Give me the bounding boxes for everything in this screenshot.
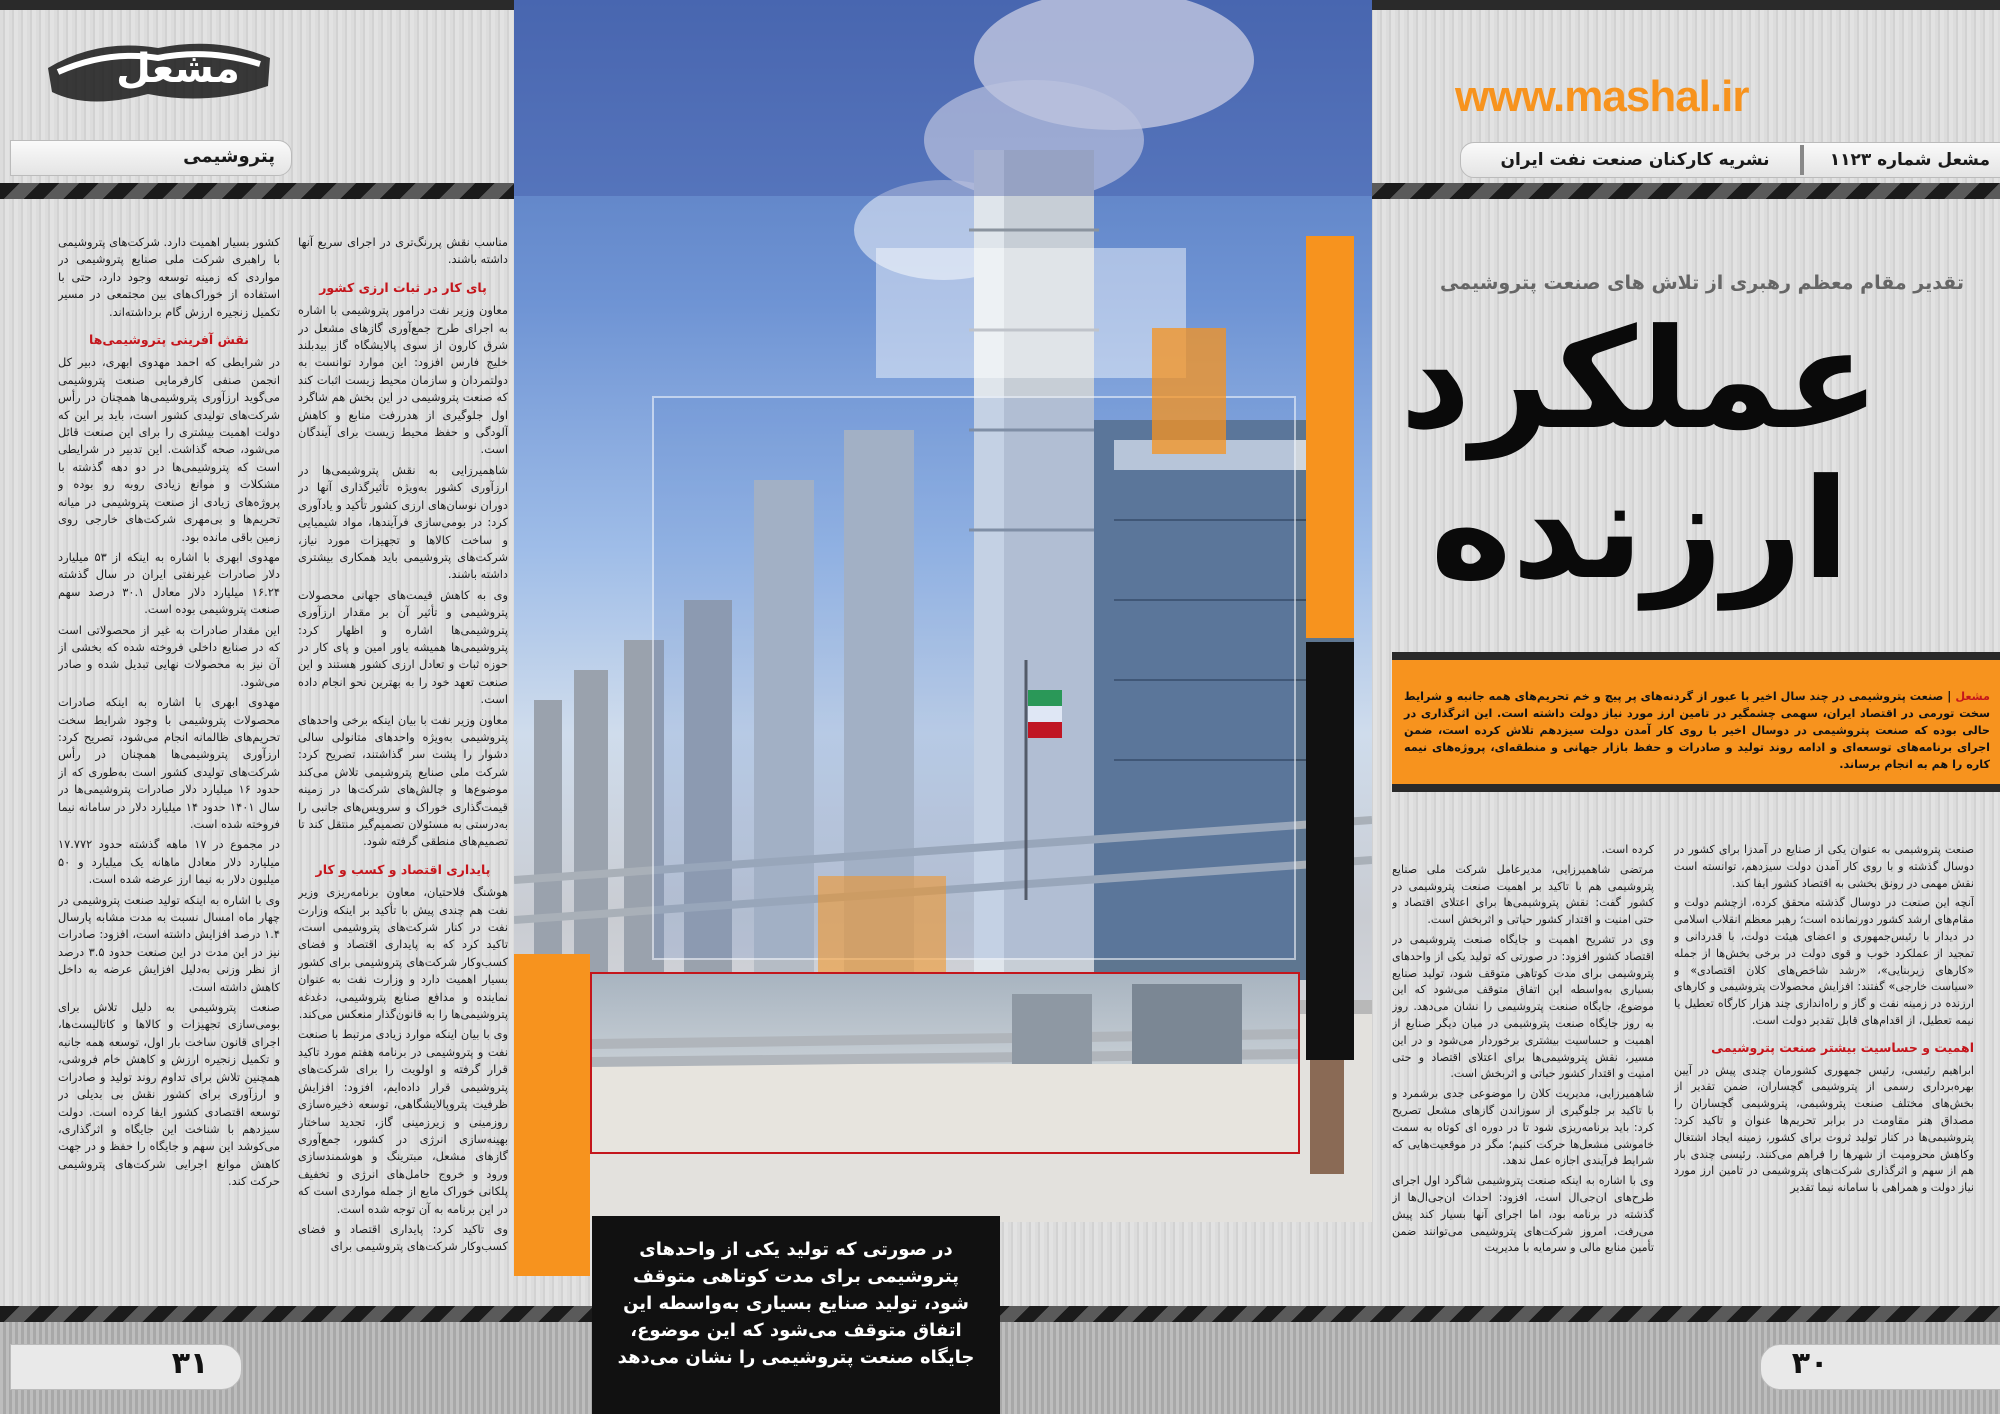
paragraph: وی به کاهش قیمت‌های جهانی محصولات پتروشیمی و تأثیر آن بر مقدار ارزآوری پتروشیمی‌ها اشاره و اظهار کرد: پتروشیمی‌ها همیشه یاور امین و پای کار در حوزه ثبات و تعادل ارزی کشور هستند و این صنعت تعهد خود را به بهترین نحو انجام داده است. (298, 587, 508, 707)
paragraph: وی تاکید کرد: پایداری اقتصاد و فضای کسب‌وکار شرکت‌های پتروشیمی برای (298, 1221, 508, 1254)
inset-photo (590, 972, 1300, 1154)
paragraph: در مجموع در ۱۷ ماهه گذشته حدود ۱۷.۷۷۲ میلیارد دلار معادل ماهانه یک میلیارد و ۵۰ میلیون دلار به نیما ارز عرضه شده است. (58, 837, 280, 887)
paragraph: مناسب نقش پررنگ‌تری در اجرای سریع آنها داشته باشند. (298, 235, 508, 267)
paragraph: کرده است. (1601, 843, 1654, 856)
subheading: پایداری اقتصاد و کسب و کار (315, 861, 491, 877)
paragraph: وی با بیان اینکه موارد زیادی مرتبط با صنعت نفت و پتروشیمی در برنامه هفتم مورد تاکید قرار گرفته و اولویت را برای شرکت‌های پتروشیمی قرار داده‌ایم، افزود: افزایش ظرفیت پتروپالایشگاهی، توسعه ذخیره‌سازی روزمینی و زیرزمینی گاز، تجدید ساختار بهینه‌سازی انرژی در کشور، جمع‌آوری گازهای مشعل، مبترینگ و هوشمندسازی ورود و خروج حامل‌های انرژی و تخفیف پلکانی خوراک مایع از جمله مواردی است که در این برنامه به آن توجه شده است. (298, 1027, 508, 1216)
lead-box-top-bar (1392, 652, 2000, 660)
paragraph: مهدوی ابهری با اشاره به اینکه از ۵۳ میلیارد دلار صادرات غیرنفتی ایران در سال گذشته ۱۶.۲۴ میلیارد دلار معادل ۳۰.۱ درصد سهم صنعت پتروشیمی بوده است. (58, 549, 280, 617)
lead-text (1404, 688, 1990, 773)
footer-divider-stripe (0, 1306, 2000, 1322)
paragraph: صنعت پتروشیمی به دلیل تلاش برای بومی‌سازی تجهیزات و کالاها و کاتالیست‌ها، اجرای قانون ساخت بار اول، توسعه همه جانبه و تکمیل زنجیره ارزش و کاهش خام فروشی، همچنین تلاش برای تداوم روند تولید و صادرات و ارزآوری برای کشور نقش بی بدیلی در توسعه اقتصادی کشور ایفا کرده است. دولت سیزدهم با شناخت این جایگاه و اثرگذاری، می‌کوشد این سهم و جایگاه را حفظ و در جهت کاهش موانع اجرایی شرکت‌های پتروشیمی حرکت کند. (58, 1000, 280, 1189)
footer-band (0, 1322, 2000, 1414)
subheading: اهمیت و حساسیت بیشتر صنعت پتروشیمی (1711, 1039, 1974, 1055)
paragraph: در شرایطی که احمد مهدوی ابهری، دبیر کل انجمن صنفی کارفرمایی صنعت پتروشیمی می‌گوید ارزآوری پتروشیمی‌ها همچنان در رأس شرکت‌های تولیدی کشور است، باید بر این که دولت اهمیت بیشتری را برای این صنعت قائل می‌شود، صحه گذاشت. این تدبیر در شرایطی است که پتروشیمی‌ها در دو دهه گذشته با مشکلات و موانع زیادی روبه رو بوده و پروژه‌های زیادی از صنعت پتروشیمی در میانه تحریم‌ها و بی‌مهری شرکت‌های خارجی روی زمین باقی مانده بود. (58, 355, 280, 544)
quote-text: در صورتی که تولید یکی از واحدهای پتروشیمی برای مدت کوتاهی متوقف شود، تولید صنایع بسیاری به‌واسطه این اتفاق متوقف می‌شود که این موضوع، جایگاه صنعت پتروشیمی را نشان می‌دهد (617, 1239, 975, 1368)
logo (38, 28, 278, 110)
accent-bar-black (1306, 642, 1354, 1060)
paragraph: کشور بسیار اهمیت دارد. شرکت‌های پتروشیمی با راهبری شرکت ملی صنایع پتروشیمی در مواردی که زمینه توسعه وجود دارد، حتی با استفاده از خوراک‌های بین مجتمعی در مسیر تکمیل زنجیره ارزش گام برداشته‌اند. (58, 235, 280, 319)
page-number-left: ۳۱ (171, 1346, 209, 1381)
overlay-box-blue (514, 0, 1372, 196)
right-page-column-2 (1392, 842, 1654, 1292)
section-label: پتروشیمی (183, 146, 275, 167)
paragraph: وی با اشاره به اینکه صنعت پتروشیمی شاگرد اول اجرای طرح‌های ان‌جی‌ال است، افزود: احداث ان‌جی‌ال‌ها از گذشته در برنامه بود، اما اجرای آنها بسیار کند پیش می‌رفت. امروز شرکت‌های پتروشیمی می‌توانند ضمن تأمین منابع مالی و سرمایه با مدیریت (1392, 1174, 1654, 1255)
inset-plant-illustration (592, 974, 1298, 1152)
lead-box-bottom-bar (1392, 784, 2000, 792)
lead-separator: | (1943, 690, 1952, 703)
subheading: نقش آفرینی پتروشیمی‌ها (89, 332, 249, 348)
header-separator (1800, 145, 1804, 175)
overlay-box-white (876, 248, 1186, 378)
lead-tag: مشعل (1955, 690, 1990, 703)
kicker: تقدیر مقام معظم رهبری از تلاش های صنعت پتروشیمی (1440, 272, 1964, 294)
left-page-column-2 (58, 234, 280, 1300)
right-page-column-1 (1674, 842, 1974, 1292)
subheading: پای کار در ثبات ارزی کشور (319, 279, 487, 295)
lead-body: صنعت پتروشیمی در چند سال اخیر با عبور از گردنه‌های پر پیچ و خم تحریم‌های همه جانبه و شرایط سخت تورمی در اقتصاد ایران، سهمی چشمگیر در تامین ارز مورد نیاز دولت داشته است. این اثرگذاری در حالی بوده که صنعت پتروشیمی در دوسال اخیر با روی کار آمدن دولت سیزدهم تلاش کرده است، ضمن اجرای برنامه‌های توسعه‌ای و ادامه روند تولید و صادرات و حفظ بازار جهانی و منطقه‌ای، پروژه‌های نیمه کاره را هم به انجام برساند. (1404, 690, 1990, 771)
paragraph: صنعت پتروشیمی به عنوان یکی از صنایع در آمدزا برای کشور در دوسال گذشته و با روی کار آمدن دولت سیزدهم، توانسته است نقش مهمی در رونق بخشی به اقتصاد کشور ایفا کند. (1674, 843, 1974, 890)
paragraph: مهدوی ابهری با اشاره به اینکه صادرات محصولات پتروشیمی با وجود شرایط سخت تحریم‌های ظالمانه انجام می‌شود، تصریح کرد: ارزآوری پتروشیمی‌ها همچنان در رأس شرکت‌های تولیدی کشور است به‌طوری که از حدود ۱۶ میلیارد دلار صادرات پتروشیمی‌ها در سال ۱۴۰۱ حدود ۱۴ میلیارد دلار در سامانه نیما فروخته شده است. (58, 695, 280, 831)
publication-name: نشریه کارکنان صنعت نفت ایران (1500, 150, 1770, 170)
paragraph: وی در تشریح اهمیت و جایگاه صنعت پتروشیمی در اقتصاد کشور افزود: در صورتی که تولید یکی از واحدهای پتروشیمی برای مدت کوتاهی متوقف شود، تولید صنایع بسیاری به‌واسطه این اتفاق متوقف می‌شود که این موضوع، جایگاه صنعت پتروشیمی را نشان می‌دهد. روز به روز جایگاه صنعت پتروشیمی در میان دیگر صنایع از اهمیت و حساسیت بیشتری برخوردار می‌شود و در این مسیر، نقش پتروشیمی‌ها برای اعتلای اقتصاد و حتی امنیت و اقتدار کشور حیاتی و اثربخش است. (1392, 932, 1654, 1081)
page-number-right: ۳۰ (1791, 1346, 1829, 1381)
paragraph: شاهمیرزایی، مدیریت کلان را موضوعی جدی برشمرد و با تاکید بر جلوگیری از سوزاندن گازهای مشعل تصریح کرد: باید برنامه‌ریزی شود تا در دوره ای کوتاه به سمت خاموشی مشعل‌ها حرکت کنیم؛ مگر در موقعیت‌هایی که شرایط فرآیندی اجازه عمل ندهد. (1392, 1087, 1654, 1168)
paragraph: ابراهیم رئیسی، رئیس جمهوری کشورمان چندی پیش در آیین بهره‌برداری رسمی از پتروشیمی گچساران، ضمن تقدیر از بخش‌های مختلف صنعت پتروشیمی، پتروشیمی گچساران را مصداق هنر مقاومت در برابر تحریم‌ها عنوان و تاکید کرد: پتروشیمی‌ها در کنار تولید ثروت برای کشور، زمینه ایجاد اشتغال وکاهش محرومیت از شهرها را فراهم می‌کنند. رئیسی چندی بار هم از سهم و اثرگذاری شرکت‌های پتروشیمی در تامین ارز مورد نیاز دولت و همراهی با سامانه نیما تقدیر (1674, 1063, 1974, 1195)
left-page-column-1 (298, 234, 508, 1300)
accent-bar-brown (1310, 1060, 1344, 1174)
overlay-box-outline (652, 396, 1296, 960)
paragraph: معاون وزیر نفت با بیان اینکه برخی واحدهای پتروشیمی به‌ویژه واحدهای متانولی سالی دشوار را پشت سر گذاشتند، تصریح کرد: شرکت ملی صنایع پتروشیمی تلاش می‌کند موضوع‌ها و چالش‌های شرکت‌ها در زمینه قیمت‌گذاری خوراک و سرویس‌های جانبی را به‌درستی به مسئولان تصمیم‌گیر منتقل کند تا تصمیم‌های منطقی گرفته شود. (298, 712, 508, 849)
headline-line-2: ارزنده (1430, 449, 1850, 610)
accent-bar-orange-left (514, 954, 590, 1276)
issue-number: مشعل شماره ۱۱۲۳ (1829, 150, 1990, 170)
paragraph: هوشنگ فلاحتیان، معاون برنامه‌ریزی وزیر نفت هم چندی پیش با تأکید بر اینکه وزارت نفت در کنار شرکت‌های پتروشیمی است، تاکید کرد که به پایداری اقتصاد و فضای کسب‌وکار شرکت‌های پتروشیمی برای کشور بسیار اهمیت دارد و وزارت نفت به عنوان نماینده و مدافع صنایع پتروشیمی، دغدغه پتروشیمی‌ها را به قانون‌گذار منعکس می‌کند. (298, 885, 508, 1022)
overlay-box-orange (1152, 328, 1226, 454)
paragraph: این مقدار صادرات به غیر از محصولاتی است که در صنایع داخلی فروخته شده که بخشی از آن نیز به محصولات نهایی تبدیل شده و صادر می‌شود. (58, 622, 280, 689)
paragraph: وی با اشاره به اینکه تولید صنعت پتروشیمی در چهار ماه امسال نسبت به مدت مشابه پارسال ۱.۴ درصد افزایش داشته است، افزود: صادرات نیز در این مدت در این صنعت حدود ۳.۵ درصد از نظر وزنی به‌دلیل افزایش عرضه به داخل کاهش داشته است. (58, 892, 280, 994)
paragraph: شاهمیرزایی به نقش پتروشیمی‌ها در ارزآوری کشور به‌ویژه تأثیرگذاری آنها در دوران نوسان‌های ارزی کشور تأکید و یادآوری کرد: در بومی‌سازی فرآیندها، مواد شیمیایی و ساخت کالاها و تجهیزات مورد نیاز، شرکت‌های پتروشیمی باید همکاری بیشتری داشته باشند. (298, 462, 508, 582)
logo-text: مشعل (116, 46, 240, 92)
website-url[interactable]: www.mashal.ir (1455, 72, 1749, 121)
paragraph: مرتضی شاهمیرزایی، مدیرعامل شرکت ملی صنایع پتروشیمی هم با تاکید بر اهمیت صنعت پتروشیمی در کشور گفت: نقش پتروشیمی‌ها برای اعتلای اقتصاد و حتی امنیت و اقتدار کشور حیاتی و اثربخش است. (1392, 862, 1654, 927)
paragraph: معاون وزیر نفت درامور پتروشیمی با اشاره به اجرای طرح جمع‌آوری گازهای مشعل در شرق کارون از سوی پالایشگاه گاز بیدبلند خلیج فارس افزود: این موارد توانست به دولتمردان و سازمان محیط زیست اثبات کند که صنعت پتروشیمی در این بخش هم شاگرد اول جلوگیری از هدررفت منابع و کاهش آلودگی و حفظ محیط زیست برای آیندگان است. (298, 303, 508, 457)
paragraph: آنچه این صنعت در دوسال گذشته محقق کرده، ازچشم دولت و مقام‌های ارشد کشور دورنمانده است؛ رهبر معظم انقلاب اسلامی در دیدار با رئیس‌جمهوری و اعضای هیئت دولت، با قدردانی و تمجید از عملکرد خوب و قوی دولت در برخی بخش‌ها از جمله «کارهای زیربنایی»، «رشد شاخص‌های کلان اقتصادی» و «سیاست خارجی» گفتند: افزایش محصولات پتروشیمی و کارهای ارزنده در زمینه نفت و گاز و راه‌اندازی چند هزار کارگاه تعطیل یا نیمه تعطیل، از اقدام‌های قابل تقدیر دولت است. (1674, 896, 1974, 1027)
headline-line-1: عملکرد (1399, 299, 1880, 460)
accent-bar-orange (1306, 236, 1354, 638)
